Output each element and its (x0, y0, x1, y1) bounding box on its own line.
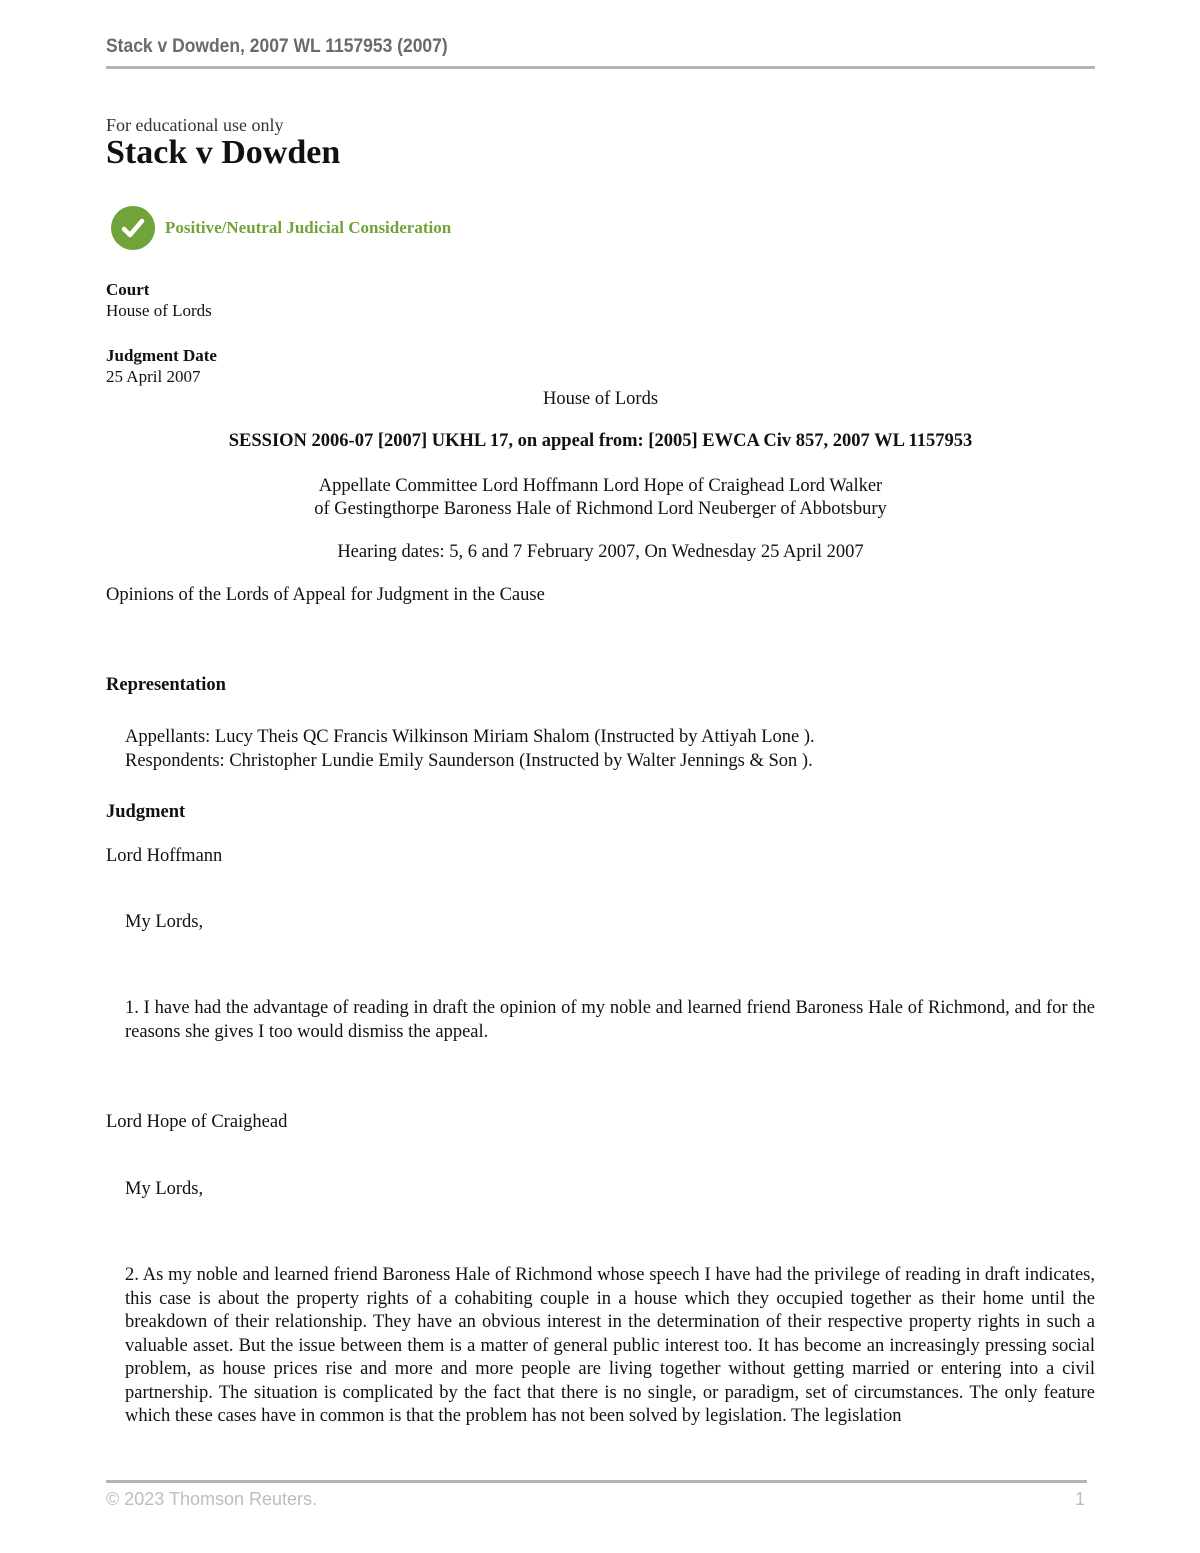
committee-line-2: of Gestingthorpe Baroness Hale of Richmond Lord Neuberger of Abbotsbury (314, 499, 887, 519)
hearing-dates: Hearing dates: 5, 6 and 7 February 2007, On Wednesday 25 April 2007 (337, 542, 864, 562)
judgment-heading: Judgment (106, 802, 186, 822)
court-value: House of Lords (106, 301, 212, 320)
footer-copyright: © 2023 Thomson Reuters. (106, 1489, 318, 1509)
court-label: Court (106, 280, 150, 299)
speaker-hope: Lord Hope of Craighead (106, 1112, 288, 1132)
committee-line-1: Appellate Committee Lord Hoffmann Lord Hope of Craighead Lord Walker (318, 476, 883, 496)
running-header: Stack v Dowden, 2007 WL 1157953 (2007) (106, 36, 448, 57)
check-icon (111, 206, 155, 250)
page-number: 1 (1075, 1489, 1086, 1509)
session-line: SESSION 2006-07 [2007] UKHL 17, on appeal from: [2005] EWCA Civ 857, 2007 WL 1157953 (228, 431, 973, 451)
document-title: Stack v Dowden (106, 134, 341, 171)
judgment-date-label: Judgment Date (106, 346, 217, 365)
salutation-2: My Lords, (125, 1179, 204, 1199)
judicial-flag[interactable] (111, 206, 451, 250)
header-divider (106, 66, 1095, 69)
judgment-date-value: 25 April 2007 (106, 367, 201, 386)
footer-divider (106, 1480, 1087, 1483)
flag-label[interactable]: Positive/Neutral Judicial Consideration (165, 218, 452, 237)
appellants-line: Appellants: Lucy Theis QC Francis Wilkinson Miriam Shalom (Instructed by Attiyah Lone ). (125, 727, 815, 747)
respondents-line: Respondents: Christopher Lundie Emily Saunderson (Instructed by Walter Jennings & Son ). (125, 751, 813, 771)
opinions-line: Opinions of the Lords of Appeal for Judgment in the Cause (106, 585, 545, 605)
paragraph-1: 1. I have had the advantage of reading in draft the opinion of my noble and learned friend Baroness Hale of Richmond, and for the reasons she gives I too would dismiss the appeal. (125, 998, 1095, 1042)
speaker-hoffmann: Lord Hoffmann (106, 846, 223, 866)
salutation-1: My Lords, (125, 912, 204, 932)
educational-notice: For educational use only (106, 115, 284, 135)
paragraph-2: 2. As my noble and learned friend Baroness Hale of Richmond whose speech I have had the privilege of reading in draft indicates, this case is about the property rights of a cohabiting couple in a house which they occupied together as their home until the breakdown of their relationship. They have an obvious interest in the determination of their respective property rights in such a valuable asset. But the issue between them is a matter of general public interest too. It has become an increasingly pressing social problem, as house prices rise and more and more people are living together without getting married or entering into a civil partnership. The situation is complicated by the fact that there is no single, or paradigm, set of circumstances. The only feature which these cases have in common is that the problem has not been solved by legislation. The legislation (125, 1265, 1095, 1426)
representation-heading: Representation (106, 675, 226, 695)
court-heading: House of Lords (542, 389, 659, 409)
